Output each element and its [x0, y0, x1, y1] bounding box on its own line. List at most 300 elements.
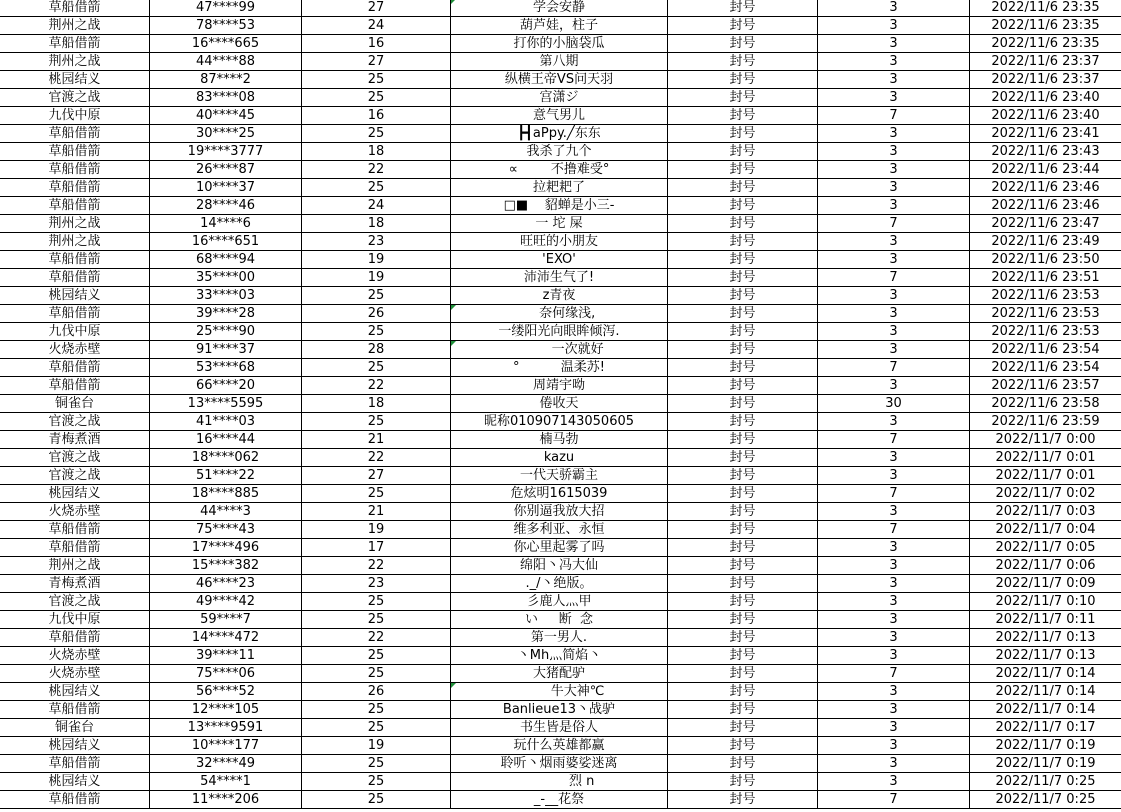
account-cell[interactable]: 16****651 [150, 233, 302, 251]
action-cell[interactable]: 封号 [668, 323, 818, 341]
action-cell[interactable]: 封号 [668, 395, 818, 413]
server-cell[interactable]: 草船借箭 [0, 35, 150, 53]
server-cell[interactable]: 草船借箭 [0, 143, 150, 161]
action-cell[interactable]: 封号 [668, 89, 818, 107]
server-cell[interactable]: 官渡之战 [0, 593, 150, 611]
server-cell[interactable]: 铜雀台 [0, 395, 150, 413]
action-cell[interactable]: 封号 [668, 683, 818, 701]
nickname-cell[interactable]: 丶Mh灬简焰丶 [451, 647, 668, 665]
level-cell[interactable]: 16 [302, 107, 451, 125]
server-cell[interactable]: 青梅煮酒 [0, 575, 150, 593]
action-cell[interactable]: 封号 [668, 467, 818, 485]
time-cell[interactable]: 2022/11/6 23:54 [970, 359, 1121, 377]
nickname-cell[interactable]: Banlieue13丶战驴 [451, 701, 668, 719]
account-cell[interactable]: 40****45 [150, 107, 302, 125]
ban-days-cell[interactable]: 3 [818, 341, 970, 359]
level-cell[interactable]: 25 [302, 773, 451, 791]
account-cell[interactable]: 16****665 [150, 35, 302, 53]
time-cell[interactable]: 2022/11/6 23:35 [970, 35, 1121, 53]
time-cell[interactable]: 2022/11/6 23:37 [970, 71, 1121, 89]
ban-days-cell[interactable]: 3 [818, 773, 970, 791]
server-cell[interactable]: 铜雀台 [0, 719, 150, 737]
level-cell[interactable]: 22 [302, 161, 451, 179]
nickname-cell[interactable]: 大猪配驴 [451, 665, 668, 683]
time-cell[interactable]: 2022/11/6 23:53 [970, 287, 1121, 305]
server-cell[interactable]: 九伐中原 [0, 323, 150, 341]
time-cell[interactable]: 2022/11/6 23:40 [970, 107, 1121, 125]
account-cell[interactable]: 41****03 [150, 413, 302, 431]
action-cell[interactable]: 封号 [668, 269, 818, 287]
nickname-cell[interactable]: 烈 n [451, 773, 668, 791]
server-cell[interactable]: 荆州之战 [0, 233, 150, 251]
nickname-cell[interactable]: 你别逼我放大招 [451, 503, 668, 521]
server-cell[interactable]: 荆州之战 [0, 53, 150, 71]
nickname-cell[interactable]: 宫潇ジ [451, 89, 668, 107]
action-cell[interactable]: 封号 [668, 197, 818, 215]
server-cell[interactable]: 火烧赤壁 [0, 503, 150, 521]
server-cell[interactable]: 草船借箭 [0, 755, 150, 773]
nickname-cell[interactable]: 奈何缘浅, [451, 305, 668, 323]
time-cell[interactable]: 2022/11/6 23:53 [970, 323, 1121, 341]
account-cell[interactable]: 14****472 [150, 629, 302, 647]
level-cell[interactable]: 21 [302, 503, 451, 521]
server-cell[interactable]: 九伐中原 [0, 611, 150, 629]
level-cell[interactable]: 25 [302, 611, 451, 629]
time-cell[interactable]: 2022/11/6 23:57 [970, 377, 1121, 395]
time-cell[interactable]: 2022/11/7 0:19 [970, 755, 1121, 773]
nickname-cell[interactable]: ._/丶绝版。 [451, 575, 668, 593]
action-cell[interactable]: 封号 [668, 251, 818, 269]
server-cell[interactable]: 青梅煮酒 [0, 431, 150, 449]
action-cell[interactable]: 封号 [668, 611, 818, 629]
server-cell[interactable]: 荆州之战 [0, 215, 150, 233]
ban-days-cell[interactable]: 3 [818, 755, 970, 773]
server-cell[interactable]: 荆州之战 [0, 17, 150, 35]
ban-days-cell[interactable]: 7 [818, 107, 970, 125]
ban-days-cell[interactable]: 3 [818, 683, 970, 701]
account-cell[interactable]: 17****496 [150, 539, 302, 557]
ban-days-cell[interactable]: 3 [818, 629, 970, 647]
account-cell[interactable]: 46****23 [150, 575, 302, 593]
account-cell[interactable]: 68****94 [150, 251, 302, 269]
nickname-cell[interactable]: 纵横王帝VS问天羽 [451, 71, 668, 89]
level-cell[interactable]: 25 [302, 89, 451, 107]
time-cell[interactable]: 2022/11/7 0:10 [970, 593, 1121, 611]
level-cell[interactable]: 22 [302, 629, 451, 647]
time-cell[interactable]: 2022/11/6 23:35 [970, 0, 1121, 17]
account-cell[interactable]: 53****68 [150, 359, 302, 377]
level-cell[interactable]: 25 [302, 71, 451, 89]
server-cell[interactable]: 火烧赤壁 [0, 665, 150, 683]
level-cell[interactable]: 25 [302, 485, 451, 503]
server-cell[interactable]: 官渡之战 [0, 413, 150, 431]
nickname-cell[interactable]: 一代天骄霸主 [451, 467, 668, 485]
ban-days-cell[interactable]: 3 [818, 557, 970, 575]
nickname-cell[interactable]: 周靖宇呦 [451, 377, 668, 395]
time-cell[interactable]: 2022/11/7 0:14 [970, 665, 1121, 683]
server-cell[interactable]: 火烧赤壁 [0, 341, 150, 359]
time-cell[interactable]: 2022/11/6 23:37 [970, 53, 1121, 71]
action-cell[interactable]: 封号 [668, 503, 818, 521]
nickname-cell[interactable]: 葫芦娃，柱子 [451, 17, 668, 35]
ban-days-cell[interactable]: 3 [818, 35, 970, 53]
action-cell[interactable]: 封号 [668, 0, 818, 17]
nickname-cell[interactable]: 我杀了九个 [451, 143, 668, 161]
ban-days-cell[interactable]: 3 [818, 701, 970, 719]
ban-days-cell[interactable]: 3 [818, 53, 970, 71]
account-cell[interactable]: 16****44 [150, 431, 302, 449]
time-cell[interactable]: 2022/11/7 0:03 [970, 503, 1121, 521]
time-cell[interactable]: 2022/11/6 23:54 [970, 341, 1121, 359]
account-cell[interactable]: 59****7 [150, 611, 302, 629]
server-cell[interactable]: 九伐中原 [0, 107, 150, 125]
nickname-cell[interactable]: _-__花祭 [451, 791, 668, 809]
ban-days-cell[interactable]: 30 [818, 395, 970, 413]
level-cell[interactable]: 23 [302, 575, 451, 593]
account-cell[interactable]: 18****062 [150, 449, 302, 467]
server-cell[interactable]: 草船借箭 [0, 197, 150, 215]
action-cell[interactable]: 封号 [668, 305, 818, 323]
action-cell[interactable]: 封号 [668, 755, 818, 773]
ban-days-cell[interactable]: 7 [818, 431, 970, 449]
action-cell[interactable]: 封号 [668, 521, 818, 539]
nickname-cell[interactable]: 旺旺的小朋友 [451, 233, 668, 251]
nickname-cell[interactable]: 意气男儿 [451, 107, 668, 125]
time-cell[interactable]: 2022/11/7 0:17 [970, 719, 1121, 737]
account-cell[interactable]: 54****1 [150, 773, 302, 791]
action-cell[interactable]: 封号 [668, 35, 818, 53]
time-cell[interactable]: 2022/11/6 23:53 [970, 305, 1121, 323]
nickname-cell[interactable]: 一次就好 [451, 341, 668, 359]
level-cell[interactable]: 27 [302, 467, 451, 485]
time-cell[interactable]: 2022/11/7 0:13 [970, 647, 1121, 665]
nickname-cell[interactable]: 'EXO' [451, 251, 668, 269]
account-cell[interactable]: 87****2 [150, 71, 302, 89]
account-cell[interactable]: 35****00 [150, 269, 302, 287]
server-cell[interactable]: 草船借箭 [0, 359, 150, 377]
time-cell[interactable]: 2022/11/7 0:01 [970, 467, 1121, 485]
account-cell[interactable]: 15****382 [150, 557, 302, 575]
action-cell[interactable]: 封号 [668, 701, 818, 719]
server-cell[interactable]: 草船借箭 [0, 377, 150, 395]
ban-days-cell[interactable]: 3 [818, 539, 970, 557]
time-cell[interactable]: 2022/11/7 0:05 [970, 539, 1121, 557]
time-cell[interactable]: 2022/11/7 0:11 [970, 611, 1121, 629]
action-cell[interactable]: 封号 [668, 665, 818, 683]
level-cell[interactable]: 25 [302, 287, 451, 305]
level-cell[interactable]: 27 [302, 0, 451, 17]
action-cell[interactable]: 封号 [668, 215, 818, 233]
level-cell[interactable]: 19 [302, 521, 451, 539]
account-cell[interactable]: 78****53 [150, 17, 302, 35]
ban-days-cell[interactable]: 3 [818, 71, 970, 89]
level-cell[interactable]: 18 [302, 143, 451, 161]
account-cell[interactable]: 11****206 [150, 791, 302, 809]
level-cell[interactable]: 25 [302, 719, 451, 737]
level-cell[interactable]: 25 [302, 179, 451, 197]
level-cell[interactable]: 18 [302, 215, 451, 233]
time-cell[interactable]: 2022/11/7 0:14 [970, 683, 1121, 701]
action-cell[interactable]: 封号 [668, 377, 818, 395]
nickname-cell[interactable]: 绵阳丶冯大仙 [451, 557, 668, 575]
ban-days-cell[interactable]: 3 [818, 0, 970, 17]
server-cell[interactable]: 草船借箭 [0, 269, 150, 287]
level-cell[interactable]: 16 [302, 35, 451, 53]
action-cell[interactable]: 封号 [668, 287, 818, 305]
level-cell[interactable]: 25 [302, 593, 451, 611]
time-cell[interactable]: 2022/11/7 0:25 [970, 791, 1121, 809]
nickname-cell[interactable]: 危炫明1615039 [451, 485, 668, 503]
nickname-cell[interactable]: 第一男人. [451, 629, 668, 647]
ban-days-cell[interactable]: 3 [818, 125, 970, 143]
ban-days-cell[interactable]: 7 [818, 521, 970, 539]
nickname-cell[interactable]: 聆听丶烟雨婆娑迷离 [451, 755, 668, 773]
action-cell[interactable]: 封号 [668, 539, 818, 557]
level-cell[interactable]: 24 [302, 197, 451, 215]
nickname-cell[interactable]: 第八期 [451, 53, 668, 71]
server-cell[interactable]: 桃园结义 [0, 773, 150, 791]
time-cell[interactable]: 2022/11/6 23:47 [970, 215, 1121, 233]
action-cell[interactable]: 封号 [668, 71, 818, 89]
account-cell[interactable]: 51****22 [150, 467, 302, 485]
action-cell[interactable]: 封号 [668, 629, 818, 647]
account-cell[interactable]: 10****177 [150, 737, 302, 755]
level-cell[interactable]: 25 [302, 413, 451, 431]
level-cell[interactable]: 21 [302, 431, 451, 449]
server-cell[interactable]: 草船借箭 [0, 161, 150, 179]
ban-days-cell[interactable]: 3 [818, 611, 970, 629]
level-cell[interactable]: 25 [302, 647, 451, 665]
ban-days-cell[interactable]: 7 [818, 485, 970, 503]
server-cell[interactable]: 桃园结义 [0, 683, 150, 701]
account-cell[interactable]: 83****08 [150, 89, 302, 107]
nickname-cell[interactable]: 学会安静 [451, 0, 668, 17]
action-cell[interactable]: 封号 [668, 791, 818, 809]
time-cell[interactable]: 2022/11/7 0:25 [970, 773, 1121, 791]
ban-days-cell[interactable]: 3 [818, 413, 970, 431]
nickname-cell[interactable]: ∝ 不撸难受° [451, 161, 668, 179]
action-cell[interactable]: 封号 [668, 413, 818, 431]
nickname-cell[interactable]: 你心里起雾了吗 [451, 539, 668, 557]
nickname-cell[interactable]: 拉耙耙了 [451, 179, 668, 197]
action-cell[interactable]: 封号 [668, 341, 818, 359]
nickname-cell[interactable]: 沛沛生气了! [451, 269, 668, 287]
ban-days-cell[interactable]: 3 [818, 467, 970, 485]
time-cell[interactable]: 2022/11/6 23:59 [970, 413, 1121, 431]
ban-days-cell[interactable]: 3 [818, 305, 970, 323]
account-cell[interactable]: 14****6 [150, 215, 302, 233]
time-cell[interactable]: 2022/11/6 23:51 [970, 269, 1121, 287]
ban-days-cell[interactable]: 3 [818, 287, 970, 305]
level-cell[interactable]: 18 [302, 395, 451, 413]
level-cell[interactable]: 22 [302, 449, 451, 467]
ban-days-cell[interactable]: 3 [818, 449, 970, 467]
account-cell[interactable]: 25****90 [150, 323, 302, 341]
action-cell[interactable]: 封号 [668, 53, 818, 71]
action-cell[interactable]: 封号 [668, 449, 818, 467]
nickname-cell[interactable]: 玩什么英雄都赢 [451, 737, 668, 755]
nickname-cell[interactable]: 打你的小脑袋瓜 [451, 35, 668, 53]
ban-days-cell[interactable]: 3 [818, 197, 970, 215]
level-cell[interactable]: 25 [302, 755, 451, 773]
time-cell[interactable]: 2022/11/6 23:41 [970, 125, 1121, 143]
nickname-cell[interactable]: ° 温柔苏! [451, 359, 668, 377]
action-cell[interactable]: 封号 [668, 719, 818, 737]
account-cell[interactable]: 26****87 [150, 161, 302, 179]
level-cell[interactable]: 25 [302, 125, 451, 143]
ban-days-cell[interactable]: 7 [818, 215, 970, 233]
level-cell[interactable]: 23 [302, 233, 451, 251]
account-cell[interactable]: 39****28 [150, 305, 302, 323]
action-cell[interactable]: 封号 [668, 575, 818, 593]
account-cell[interactable]: 47****99 [150, 0, 302, 17]
time-cell[interactable]: 2022/11/7 0:09 [970, 575, 1121, 593]
level-cell[interactable]: 22 [302, 377, 451, 395]
action-cell[interactable]: 封号 [668, 161, 818, 179]
level-cell[interactable]: 26 [302, 683, 451, 701]
server-cell[interactable]: 官渡之战 [0, 89, 150, 107]
time-cell[interactable]: 2022/11/6 23:40 [970, 89, 1121, 107]
account-cell[interactable]: 33****03 [150, 287, 302, 305]
action-cell[interactable]: 封号 [668, 431, 818, 449]
nickname-cell[interactable]: 彡鹿人灬甲 [451, 593, 668, 611]
account-cell[interactable]: 44****3 [150, 503, 302, 521]
action-cell[interactable]: 封号 [668, 557, 818, 575]
action-cell[interactable]: 封号 [668, 233, 818, 251]
account-cell[interactable]: 91****37 [150, 341, 302, 359]
server-cell[interactable]: 桃园结义 [0, 737, 150, 755]
action-cell[interactable]: 封号 [668, 737, 818, 755]
server-cell[interactable]: 草船借箭 [0, 701, 150, 719]
server-cell[interactable]: 草船借箭 [0, 0, 150, 17]
account-cell[interactable]: 75****43 [150, 521, 302, 539]
nickname-cell[interactable]: z青夜 [451, 287, 668, 305]
account-cell[interactable]: 10****37 [150, 179, 302, 197]
ban-days-cell[interactable]: 3 [818, 89, 970, 107]
server-cell[interactable]: 草船借箭 [0, 539, 150, 557]
nickname-cell[interactable]: □■ 貂蝉是小三- [451, 197, 668, 215]
server-cell[interactable]: 桃园结义 [0, 485, 150, 503]
action-cell[interactable]: 封号 [668, 593, 818, 611]
level-cell[interactable]: 25 [302, 323, 451, 341]
server-cell[interactable]: 草船借箭 [0, 251, 150, 269]
nickname-cell[interactable]: 楠马勃 [451, 431, 668, 449]
action-cell[interactable]: 封号 [668, 17, 818, 35]
level-cell[interactable]: 25 [302, 791, 451, 809]
time-cell[interactable]: 2022/11/6 23:58 [970, 395, 1121, 413]
time-cell[interactable]: 2022/11/7 0:02 [970, 485, 1121, 503]
account-cell[interactable]: 32****49 [150, 755, 302, 773]
level-cell[interactable]: 19 [302, 269, 451, 287]
time-cell[interactable]: 2022/11/6 23:43 [970, 143, 1121, 161]
server-cell[interactable]: 草船借箭 [0, 179, 150, 197]
action-cell[interactable]: 封号 [668, 179, 818, 197]
level-cell[interactable]: 28 [302, 341, 451, 359]
server-cell[interactable]: 火烧赤壁 [0, 647, 150, 665]
server-cell[interactable]: 桃园结义 [0, 71, 150, 89]
time-cell[interactable]: 2022/11/6 23:49 [970, 233, 1121, 251]
nickname-cell[interactable]: 倦收天 [451, 395, 668, 413]
account-cell[interactable]: 13****9591 [150, 719, 302, 737]
account-cell[interactable]: 30****25 [150, 125, 302, 143]
action-cell[interactable]: 封号 [668, 359, 818, 377]
action-cell[interactable]: 封号 [668, 125, 818, 143]
ban-days-cell[interactable]: 3 [818, 161, 970, 179]
server-cell[interactable]: 官渡之战 [0, 467, 150, 485]
account-cell[interactable]: 44****88 [150, 53, 302, 71]
server-cell[interactable]: 草船借箭 [0, 629, 150, 647]
nickname-cell[interactable]: 一缕阳光向眼眸倾泻. [451, 323, 668, 341]
account-cell[interactable]: 39****11 [150, 647, 302, 665]
level-cell[interactable]: 25 [302, 359, 451, 377]
time-cell[interactable]: 2022/11/7 0:19 [970, 737, 1121, 755]
time-cell[interactable]: 2022/11/7 0:13 [970, 629, 1121, 647]
account-cell[interactable]: 66****20 [150, 377, 302, 395]
level-cell[interactable]: 22 [302, 557, 451, 575]
level-cell[interactable]: 27 [302, 53, 451, 71]
time-cell[interactable]: 2022/11/7 0:00 [970, 431, 1121, 449]
action-cell[interactable]: 封号 [668, 647, 818, 665]
ban-days-cell[interactable]: 3 [818, 647, 970, 665]
nickname-cell[interactable]: ┣┫aPpy.╱东东 [451, 125, 668, 143]
ban-days-cell[interactable]: 3 [818, 377, 970, 395]
time-cell[interactable]: 2022/11/6 23:46 [970, 197, 1121, 215]
action-cell[interactable]: 封号 [668, 773, 818, 791]
ban-days-cell[interactable]: 3 [818, 251, 970, 269]
ban-days-cell[interactable]: 7 [818, 359, 970, 377]
level-cell[interactable]: 24 [302, 17, 451, 35]
ban-days-cell[interactable]: 7 [818, 269, 970, 287]
ban-days-cell[interactable]: 3 [818, 143, 970, 161]
nickname-cell[interactable]: 书生皆是俗人 [451, 719, 668, 737]
server-cell[interactable]: 桃园结义 [0, 287, 150, 305]
account-cell[interactable]: 18****885 [150, 485, 302, 503]
action-cell[interactable]: 封号 [668, 107, 818, 125]
server-cell[interactable]: 草船借箭 [0, 305, 150, 323]
ban-days-cell[interactable]: 3 [818, 17, 970, 35]
ban-days-cell[interactable]: 3 [818, 233, 970, 251]
time-cell[interactable]: 2022/11/6 23:50 [970, 251, 1121, 269]
nickname-cell[interactable]: 维多利亚、永恒 [451, 521, 668, 539]
nickname-cell[interactable]: kazu [451, 449, 668, 467]
action-cell[interactable]: 封号 [668, 143, 818, 161]
ban-days-cell[interactable]: 7 [818, 791, 970, 809]
ban-days-cell[interactable]: 3 [818, 737, 970, 755]
time-cell[interactable]: 2022/11/6 23:44 [970, 161, 1121, 179]
account-cell[interactable]: 56****52 [150, 683, 302, 701]
server-cell[interactable]: 草船借箭 [0, 125, 150, 143]
time-cell[interactable]: 2022/11/7 0:04 [970, 521, 1121, 539]
time-cell[interactable]: 2022/11/7 0:14 [970, 701, 1121, 719]
ban-days-cell[interactable]: 7 [818, 665, 970, 683]
account-cell[interactable]: 12****105 [150, 701, 302, 719]
level-cell[interactable]: 25 [302, 701, 451, 719]
ban-days-cell[interactable]: 3 [818, 575, 970, 593]
ban-days-cell[interactable]: 3 [818, 179, 970, 197]
server-cell[interactable]: 官渡之战 [0, 449, 150, 467]
account-cell[interactable]: 49****42 [150, 593, 302, 611]
server-cell[interactable]: 荆州之战 [0, 557, 150, 575]
server-cell[interactable]: 草船借箭 [0, 791, 150, 809]
nickname-cell[interactable]: 一 坨 屎 [451, 215, 668, 233]
action-cell[interactable]: 封号 [668, 485, 818, 503]
ban-days-cell[interactable]: 3 [818, 323, 970, 341]
time-cell[interactable]: 2022/11/6 23:46 [970, 179, 1121, 197]
account-cell[interactable]: 19****3777 [150, 143, 302, 161]
level-cell[interactable]: 26 [302, 305, 451, 323]
account-cell[interactable]: 13****5595 [150, 395, 302, 413]
ban-days-cell[interactable]: 3 [818, 503, 970, 521]
